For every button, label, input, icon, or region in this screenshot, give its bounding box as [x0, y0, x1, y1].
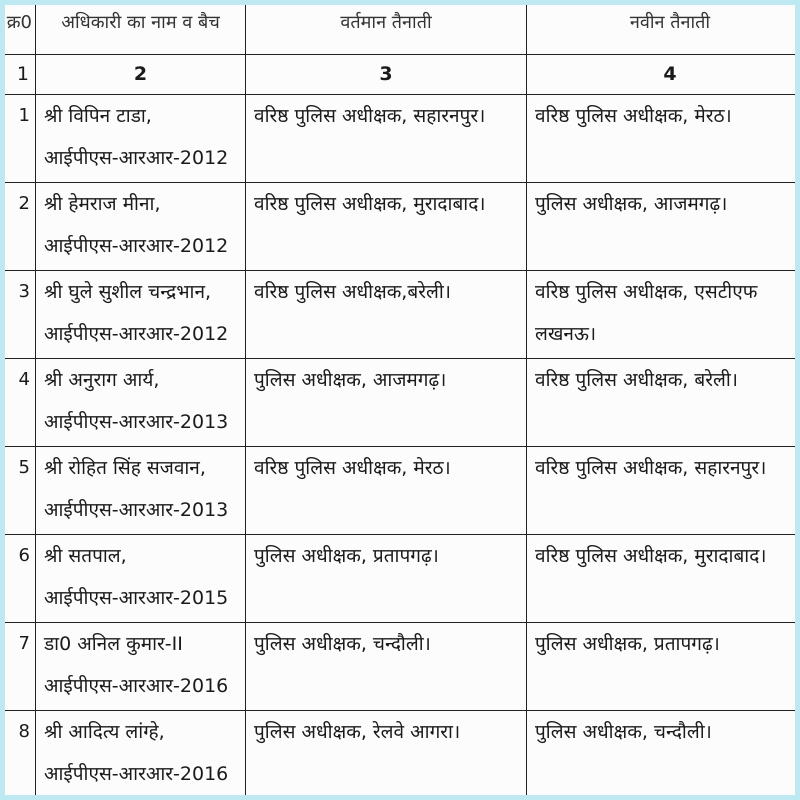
- table-row: [5, 183, 795, 271]
- table-row: [5, 447, 795, 535]
- officer-cell: [36, 95, 246, 183]
- officer-batch: आईपीएस-आरआर-2012: [44, 147, 229, 169]
- current-posting: पुलिस अधीक्षक, चन्दौली।: [254, 633, 431, 655]
- officer-name: श्री सतपाल,: [44, 545, 127, 567]
- column-number: 4: [527, 55, 796, 95]
- document-page: [5, 5, 795, 795]
- new-posting-cell: [527, 95, 796, 183]
- officer-cell: [36, 623, 246, 711]
- officer-batch: आईपीएस-आरआर-2012: [44, 235, 229, 257]
- officer-name: श्री हेमराज मीना,: [44, 193, 161, 215]
- table-row: [5, 623, 795, 711]
- table-row: [5, 95, 795, 183]
- new-posting-cell: [527, 535, 796, 623]
- officer-name: श्री अनुराग आर्य,: [44, 369, 160, 391]
- new-posting-cell: [527, 183, 796, 271]
- officer-batch: आईपीएस-आरआर-2013: [44, 499, 229, 521]
- current-posting: वरिष्ठ पुलिस अधीक्षक, सहारनपुर।: [254, 105, 486, 127]
- officer-name: श्री आदित्य लांग्हे,: [44, 721, 165, 743]
- officer-name: श्री घुले सुशील चन्द्रभान,: [44, 281, 212, 303]
- header-name-batch: अधिकारी का नाम व बैच: [36, 5, 246, 55]
- officer-batch: आईपीएस-आरआर-2016: [44, 763, 229, 785]
- table-row: [5, 711, 795, 796]
- current-posting-cell: [246, 359, 527, 447]
- column-number: 1: [5, 55, 36, 95]
- officer-cell: [36, 711, 246, 796]
- current-posting: पुलिस अधीक्षक, प्रतापगढ़।: [254, 545, 439, 567]
- officer-cell: [36, 359, 246, 447]
- current-posting-cell: [246, 447, 527, 535]
- table-row: [5, 271, 795, 359]
- officer-batch: आईपीएस-आरआर-2012: [44, 323, 229, 345]
- current-posting-cell: [246, 95, 527, 183]
- table-row: [5, 535, 795, 623]
- officer-name: श्री विपिन टाडा,: [44, 105, 152, 127]
- header-current-posting: वर्तमान तैनाती: [246, 5, 527, 55]
- officer-cell: [36, 183, 246, 271]
- header-new-posting: नवीन तैनाती: [527, 5, 796, 55]
- officer-batch: आईपीएस-आरआर-2015: [44, 587, 229, 609]
- new-posting-cell: [527, 271, 796, 359]
- new-posting-cell: [527, 447, 796, 535]
- new-posting: वरिष्ठ पुलिस अधीक्षक, एसटीएफ: [535, 281, 758, 303]
- current-posting: वरिष्ठ पुलिस अधीक्षक,बरेली।: [254, 281, 451, 303]
- table-row: [5, 359, 795, 447]
- serial-number: 3: [5, 271, 36, 359]
- current-posting-cell: [246, 535, 527, 623]
- current-posting: वरिष्ठ पुलिस अधीक्षक, मुरादाबाद।: [254, 193, 486, 215]
- current-posting-cell: [246, 711, 527, 796]
- serial-number: 4: [5, 359, 36, 447]
- serial-number: 8: [5, 711, 36, 796]
- serial-number: 1: [5, 95, 36, 183]
- serial-number: 7: [5, 623, 36, 711]
- table-header-row: [5, 5, 795, 55]
- new-posting: पुलिस अधीक्षक, चन्दौली।: [535, 721, 712, 743]
- transfer-table: [5, 5, 795, 795]
- current-posting: पुलिस अधीक्षक, आजमगढ़।: [254, 369, 447, 391]
- current-posting: पुलिस अधीक्षक, रेलवे आगरा।: [254, 721, 461, 743]
- new-posting-cell: [527, 711, 796, 796]
- current-posting: वरिष्ठ पुलिस अधीक्षक, मेरठ।: [254, 457, 451, 479]
- column-number: 2: [36, 55, 246, 95]
- header-serial: क्र0: [5, 5, 36, 55]
- new-posting: वरिष्ठ पुलिस अधीक्षक, बरेली।: [535, 369, 739, 391]
- new-posting-cell: [527, 623, 796, 711]
- serial-number: 5: [5, 447, 36, 535]
- new-posting: वरिष्ठ पुलिस अधीक्षक, मेरठ।: [535, 105, 732, 127]
- officer-name: डा0 अनिल कुमार-II: [44, 633, 183, 655]
- new-posting: पुलिस अधीक्षक, प्रतापगढ़।: [535, 633, 720, 655]
- new-posting-cell: [527, 359, 796, 447]
- officer-cell: [36, 271, 246, 359]
- new-posting: पुलिस अधीक्षक, आजमगढ़।: [535, 193, 728, 215]
- officer-cell: [36, 447, 246, 535]
- current-posting-cell: [246, 271, 527, 359]
- new-posting: वरिष्ठ पुलिस अधीक्षक, मुरादाबाद।: [535, 545, 767, 567]
- column-number-row: [5, 55, 795, 95]
- serial-number: 6: [5, 535, 36, 623]
- officer-name: श्री रोहित सिंह सजवान,: [44, 457, 206, 479]
- current-posting-cell: [246, 623, 527, 711]
- officer-batch: आईपीएस-आरआर-2013: [44, 411, 229, 433]
- officer-batch: आईपीएस-आरआर-2016: [44, 675, 229, 697]
- current-posting-cell: [246, 183, 527, 271]
- column-number: 3: [246, 55, 527, 95]
- new-posting-continued: लखनऊ।: [535, 323, 597, 345]
- new-posting: वरिष्ठ पुलिस अधीक्षक, सहारनपुर।: [535, 457, 767, 479]
- serial-number: 2: [5, 183, 36, 271]
- officer-cell: [36, 535, 246, 623]
